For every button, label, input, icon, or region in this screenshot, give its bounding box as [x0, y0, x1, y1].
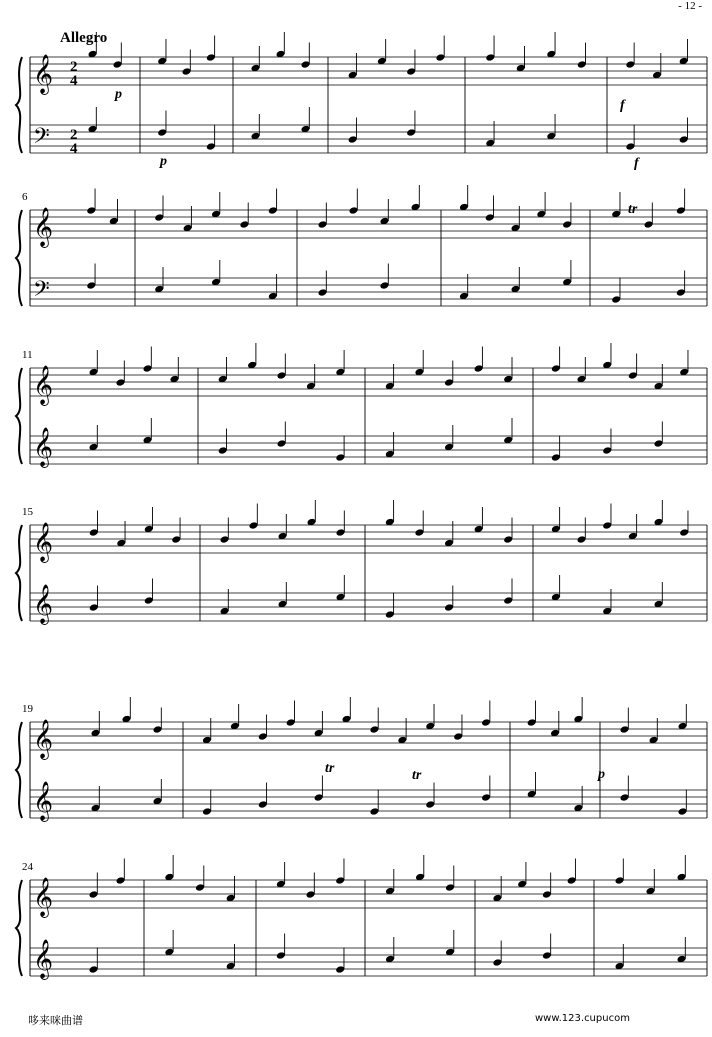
system-brace — [16, 57, 22, 153]
treble-clef-icon: 𝄞 — [33, 721, 54, 758]
measure-number: 6 — [22, 191, 28, 203]
trill-ornament: tr — [325, 761, 335, 776]
system-brace — [16, 722, 22, 818]
system-brace — [16, 210, 22, 306]
treble-clef-icon: 𝄞 — [33, 586, 54, 623]
time-signature-bottom: 4 — [70, 141, 78, 157]
treble-staff — [30, 57, 707, 85]
bass-clef-icon: 𝄢 — [33, 124, 50, 153]
time-signature-top: 2 — [70, 127, 78, 143]
treble-staff — [30, 368, 707, 396]
trill-ornament: tr — [412, 768, 422, 783]
treble-staff — [30, 525, 707, 553]
treble-clef-icon: 𝄞 — [33, 879, 54, 916]
system-brace — [16, 368, 22, 464]
measure-number: 15 — [22, 506, 33, 518]
bass-staff — [30, 278, 707, 306]
page-number: - 12 - — [678, 0, 702, 12]
bass-staff — [30, 790, 707, 818]
time-signature-top: 2 — [70, 59, 78, 75]
treble-staff — [30, 722, 707, 750]
measure-number: 11 — [22, 349, 33, 361]
measure-number: 19 — [22, 703, 33, 715]
system-brace — [16, 525, 22, 621]
dynamic-marking: p — [598, 767, 605, 782]
footer-watermark-right: www.123.cupucom — [535, 1013, 630, 1024]
bass-staff — [30, 948, 707, 976]
dynamic-marking: f — [620, 98, 625, 113]
time-signature-bottom: 4 — [70, 73, 78, 89]
treble-clef-icon: 𝄞 — [33, 941, 54, 978]
treble-clef-icon: 𝄞 — [33, 367, 54, 404]
treble-staff — [30, 210, 707, 238]
treble-clef-icon: 𝄞 — [33, 56, 54, 93]
bass-staff — [30, 593, 707, 621]
dynamic-marking: p — [160, 154, 167, 169]
bass-clef-icon: 𝄢 — [33, 277, 50, 306]
trill-ornament: tr — [628, 202, 638, 217]
system-brace — [16, 880, 22, 976]
treble-clef-icon: 𝄞 — [33, 783, 54, 820]
footer-watermark-left: 哆来咪曲谱 — [28, 1014, 83, 1027]
treble-clef-icon: 𝄞 — [33, 524, 54, 561]
treble-clef-icon: 𝄞 — [33, 209, 54, 246]
treble-clef-icon: 𝄞 — [33, 429, 54, 466]
measure-number: 24 — [22, 861, 33, 873]
treble-staff — [30, 880, 707, 908]
bass-staff — [30, 125, 707, 153]
dynamic-marking: p — [115, 87, 122, 102]
tempo-marking: Allegro — [60, 30, 108, 46]
dynamic-marking: f — [634, 156, 639, 171]
